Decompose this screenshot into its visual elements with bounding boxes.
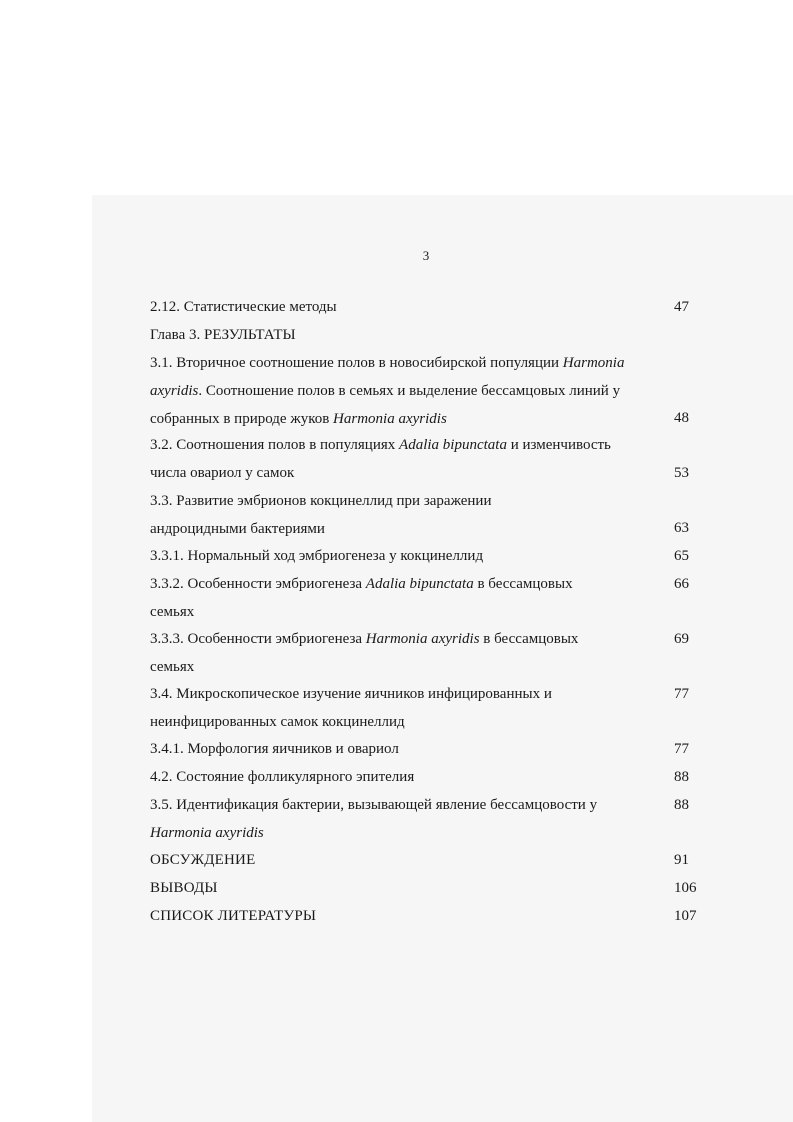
toc-entry-3-3-2: [150, 570, 573, 626]
toc-entry-title-line: 3.3.2. Особенности эмбриогенеза Adalia bipunctata в бессамцовых: [150, 576, 573, 592]
toc-entry-title-line: числа овариол у самок: [150, 465, 295, 481]
toc-page-number: 107: [674, 908, 697, 924]
toc-entry-title-line: 3.4. Микроскопическое изучение яичников инфицированных и: [150, 686, 552, 702]
toc-entry-3-1: [150, 349, 624, 433]
toc-page-number: 88: [674, 769, 689, 785]
toc-entry-title-line: 3.3. Развитие эмбрионов кокцинеллид при заражении: [150, 493, 492, 509]
toc-entry-title-line: 3.1. Вторичное соотношение полов в новосибирской популяции Harmonia: [150, 355, 625, 371]
toc-entry-3-5: [150, 791, 597, 847]
toc-page-number: 88: [674, 797, 689, 813]
toc-entry-title-line: неинфицированных самок кокцинеллид: [150, 714, 405, 730]
toc-entry-conclusions: [150, 874, 218, 902]
toc-page-number: 69: [674, 631, 689, 647]
toc-entry-title-line: axyridis. Соотношение полов в семьях и выделение бессамцовых линий у: [150, 383, 621, 399]
toc-page-number: 47: [674, 299, 689, 315]
toc-entry-title-line: собранных в природе жуков Harmonia axyridis: [150, 411, 447, 427]
toc-entry-title-line: Harmonia axyridis: [150, 825, 264, 841]
toc-entry-4-2: [150, 763, 414, 791]
toc-entry-title: Глава 3. РЕЗУЛЬТАТЫ: [150, 327, 296, 343]
toc-page-number: 91: [674, 852, 689, 868]
toc-entry-title-line: андроцидными бактериями: [150, 521, 325, 537]
toc-entry-title-line: 3.5. Идентификация бактерии, вызывающей явление бессамцовости у: [150, 797, 598, 813]
toc-page-number: 63: [674, 520, 689, 536]
page-number: 3: [422, 248, 430, 263]
toc-page-number: 53: [674, 465, 689, 481]
toc-entry-title-line: 3.3.3. Особенности эмбриогенеза Harmonia axyridis в бессамцовых: [150, 631, 579, 647]
toc-entry-discussion: [150, 846, 255, 874]
toc-page-number: 65: [674, 548, 689, 564]
toc-entry-title: ОБСУЖДЕНИЕ: [150, 852, 256, 868]
toc-entry-references: [150, 902, 316, 930]
toc-entry-title-line: семьях: [150, 659, 195, 675]
toc-entry-title: СПИСОК ЛИТЕРАТУРЫ: [150, 908, 317, 924]
toc-page-number: 66: [674, 576, 689, 592]
toc-page-number: 106: [674, 880, 697, 896]
toc-entry-3-4-1: [150, 735, 399, 763]
toc-entry-chapter-3: [150, 321, 296, 349]
toc-entry-3-3-1: [150, 542, 483, 570]
toc-entry-3-3: [150, 487, 491, 543]
toc-page-number: 77: [674, 741, 689, 757]
toc-entry-title: 3.4.1. Морфология яичников и овариол: [150, 741, 399, 757]
toc-entry-title: 3.3.1. Нормальный ход эмбриогенеза у кокцинеллид: [150, 548, 484, 564]
toc-entry-2-12: [150, 293, 337, 321]
toc-entry-3-2: [150, 431, 611, 487]
toc-page-number: 77: [674, 686, 689, 702]
toc-entry-title: 2.12. Статистические методы: [150, 299, 337, 315]
toc-entry-title-line: семьях: [150, 604, 195, 620]
toc-page-number: 48: [674, 410, 689, 426]
toc-entry-3-3-3: [150, 625, 578, 681]
toc-entry-title: 4.2. Состояние фолликулярного эпителия: [150, 769, 415, 785]
toc-entry-title: ВЫВОДЫ: [150, 880, 218, 896]
toc-entry-title-line: 3.2. Соотношения полов в популяциях Adalia bipunctata и изменчивость: [150, 437, 611, 453]
toc-entry-3-4: [150, 680, 552, 736]
